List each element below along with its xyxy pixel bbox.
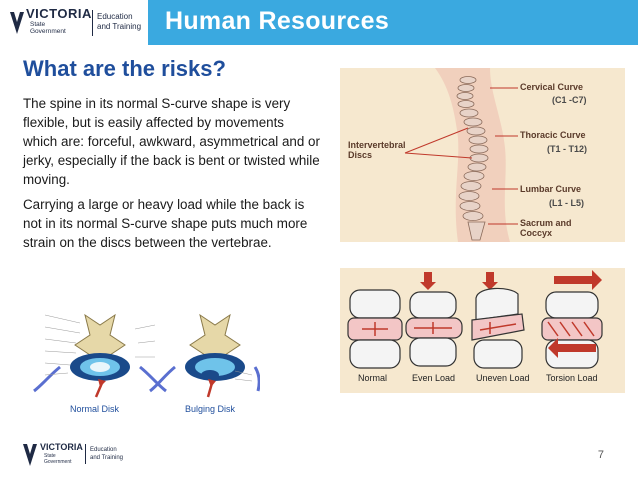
label-intervertebral <box>348 140 406 160</box>
disc-label-even: Even Load <box>412 373 456 383</box>
label-thoracic: Thoracic Curve <box>520 130 586 140</box>
label-intervertebral-line1: Intervertebral <box>348 140 406 150</box>
dept-line2: and Training <box>97 22 142 31</box>
label-cervical-range: (C1 -C7) <box>552 95 587 105</box>
label-intervertebral-line2: Discs <box>348 150 373 160</box>
bulging-disk-label: Bulging Disk <box>185 404 236 414</box>
disc-uneven-load <box>472 272 524 368</box>
label-lumbar: Lumbar Curve <box>520 184 582 194</box>
normal-disk-drawing <box>34 315 166 397</box>
disc-load-diagram <box>340 268 625 393</box>
footer-logo-sub-line2: Government <box>44 459 72 465</box>
logo-divider <box>92 10 93 36</box>
footer-logo <box>22 440 142 468</box>
footer-dept-line1: Education <box>90 447 117 453</box>
paragraph-2: Carrying a large or heavy load while the back is not in its normal S-curve shape puts much more strain on the discs between the vertebrae. <box>23 197 308 250</box>
page-number: 7 <box>597 449 604 461</box>
footer-logo-divider <box>85 444 86 464</box>
disc-label-torsion: Torsion Load <box>546 373 598 383</box>
dept-line1: Education <box>97 12 133 21</box>
disc-label-normal: Normal <box>358 373 388 383</box>
logo-victoria-text: VICTORIA <box>26 6 92 21</box>
header-title: Human Resources <box>165 7 390 35</box>
disk-compare-illustration <box>30 305 260 400</box>
footer-logo-word: VICTORIA <box>40 442 83 452</box>
logo-sub-line2: Government <box>30 28 66 35</box>
normal-disk-label: Normal Disk <box>70 404 120 414</box>
disc-torsion-load <box>542 270 602 368</box>
footer-dept-line2: and Training <box>90 455 124 461</box>
disc-even-load <box>406 272 462 366</box>
logo-sub-line1: State <box>30 21 46 28</box>
footer-dept <box>90 446 123 462</box>
footer-logo-sub <box>44 453 72 465</box>
label-lumbar-range: (L1 - L5) <box>549 198 584 208</box>
label-sacrum <box>520 218 572 238</box>
body-text <box>23 94 321 258</box>
logo-state-government <box>30 21 66 35</box>
header-bar <box>0 0 638 45</box>
label-cervical: Cervical Curve <box>520 82 584 92</box>
logo-block <box>0 0 148 45</box>
disc-normal <box>348 290 402 368</box>
label-sacrum-line1: Sacrum and <box>520 218 572 228</box>
label-thoracic-range: (T1 - T12) <box>547 144 588 154</box>
logo-dept-name <box>97 12 141 32</box>
spine-diagram <box>340 68 625 242</box>
slide-title: What are the risks? <box>23 56 226 81</box>
paragraph-1: The spine in its normal S-curve shape is very flexible, but is easily affected by movements which are: forceful, awkward, asymmetrical and or jerky, especially if the back is bent or twisted while moving. <box>23 96 320 187</box>
disc-label-uneven: Uneven Load <box>476 373 530 383</box>
bulging-disk-drawing <box>150 315 259 397</box>
footer-logo-sub-line1: State <box>44 453 56 459</box>
label-sacrum-line2: Coccyx <box>520 228 553 238</box>
